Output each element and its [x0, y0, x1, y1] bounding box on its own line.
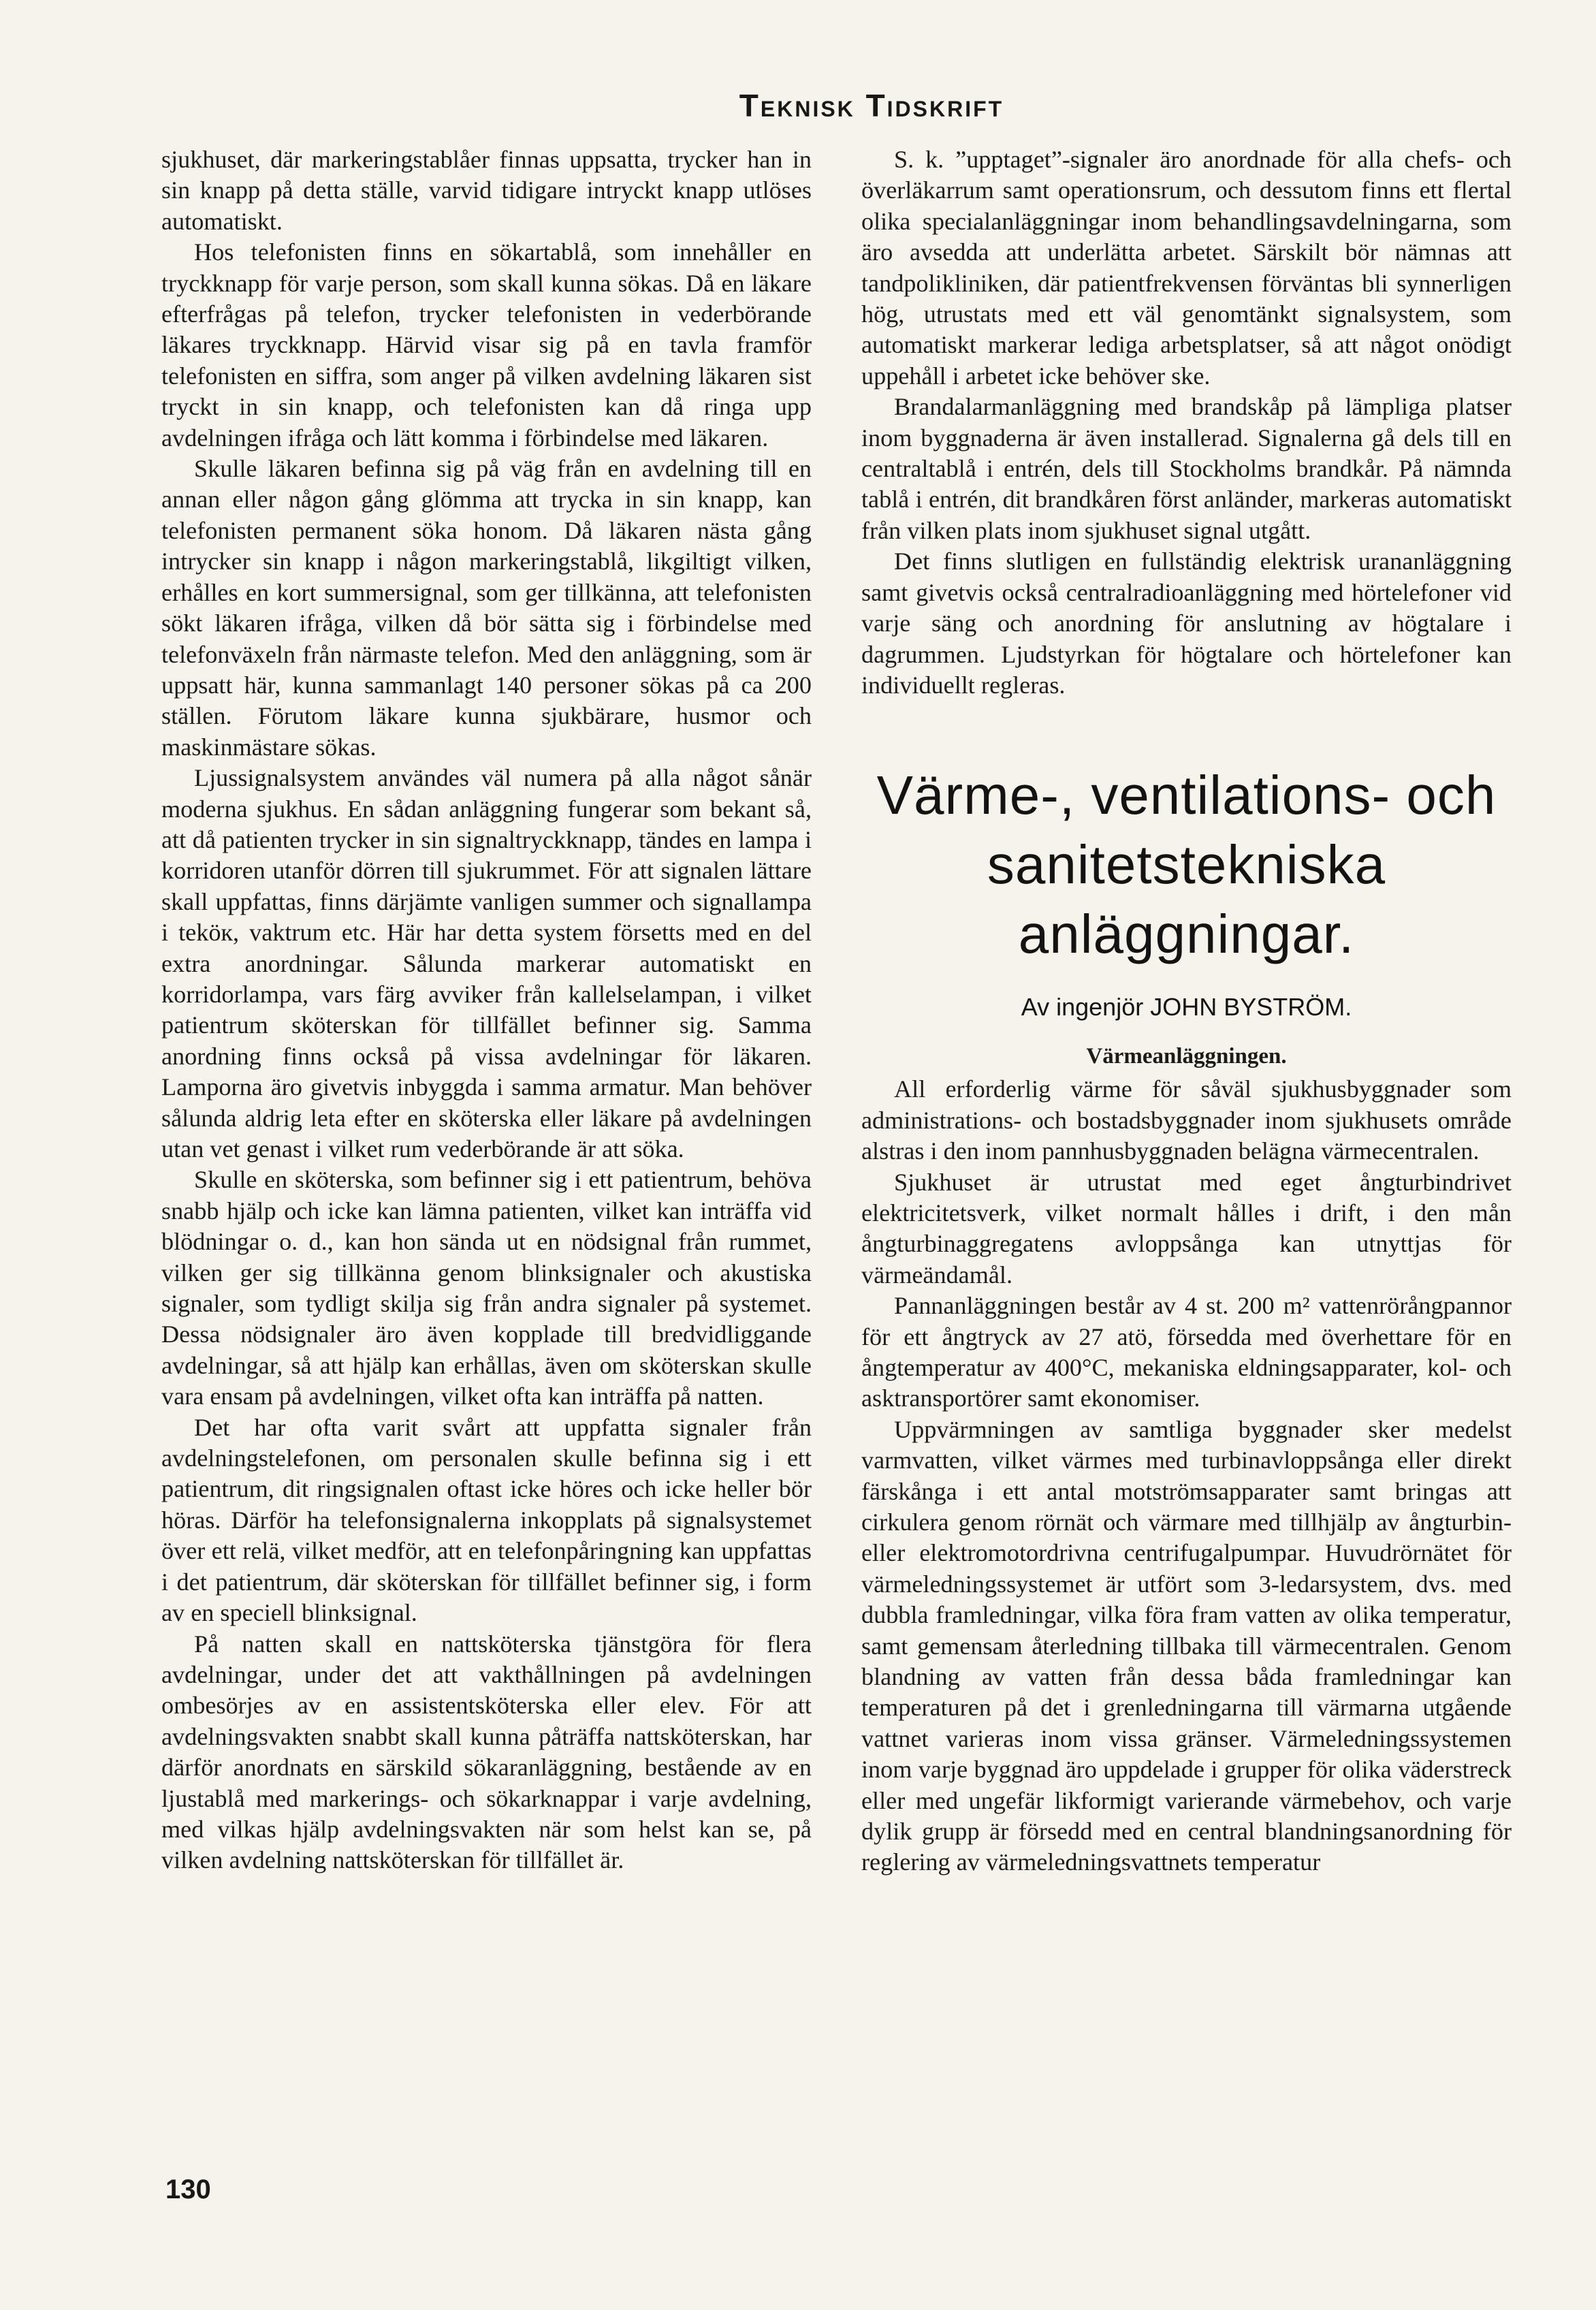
body-paragraph: Det finns slutligen en fullständig elektrisk urananläggning samt givetvis också centralradioanläggning med hörtelefoner vid varje säng och anordning för anslutning av högtalare i dagrummen. Ljudstyrkan för högtalare och hörtelefoner kan individuellt regleras. [861, 548, 1512, 699]
body-paragraph: Pannanläggningen består av 4 st. 200 m² vattenrörångpannor för ett ångtryck av 27 atö, försedda med överhettare för en ångtemperatur av 400°C, mekaniska eldningsapparater, kol- och asktransportörer samt ekonomiser. [861, 1292, 1512, 1412]
section-heading: Värmeanläggningen. [1086, 1044, 1287, 1069]
body-paragraph: Det har ofta varit svårt att uppfatta signaler från avdelningstelefonen, om personalen skulle befinna sig i ett patientrum, dit ringsignalen oftast icke höres och icke heller bör höras. Därför ha telefonsignalerna inkopplats på signalsystemet över ett relä, vilket medför, att en telefonpåringning kan uppfattas i det patientrum, där sköterskan för tillfället befinner sig, i form av en speciell blinksignal. [161, 1413, 812, 1627]
body-paragraph: Skulle en sköterska, som befinner sig i ett patientrum, behöva snabb hjälp och icke kan lämna patienten, vilket kan inträffa vid blödningar o. d., kan hon sända ut en nödsignal från rummet, vilken ger sig tillkänna genom blinksignaler och akustiska signaler, som tydligt skilja sig från andra signaler på systemet. Dessa nödsignaler äro även kopplade till bredvidliggande avdelningar, så att hjälp kan erhållas, även om sköterskan skulle vara ensam på avdelningen, vilket ofta kan inträffa på natten. [161, 1166, 812, 1410]
body-paragraph: Hos telefonisten finns en sökartablå, som innehåller en tryckknapp för varje person, som skall kunna sökas. Då en läkare efterfrågas på telefon, trycker telefonisten in vederbörande läkares tryckknapp. Härvid visar sig på en tavla framför telefonisten en siffra, som anger på vilken avdelning läkaren sist tryckt in sin knapp, och telefonisten kan då ringa upp avdelningen ifråga och lätt komma i förbindelse med läkaren. [161, 238, 812, 452]
body-paragraph: På natten skall en nattsköterska tjänstgöra för flera avdelningar, under det att vakthållningen på avdelningen ombesörjes av en assistentsköterska eller elev. För att avdelningsvakten snabbt skall kunna påträffa nattsköterskan, har därför anordnats en särskild sökaranläggning, bestående av en ljustablå med markerings- och sökarknappar i varje avdelning, med vilkas hjälp avdelningsvakten när som helst kan se, på vilken avdelning nattsköterskan för tillfället är. [161, 1630, 812, 1874]
body-paragraph: Uppvärmningen av samtliga byggnader sker medelst varmvatten, vilket värmes med turbinavloppsånga eller direkt färskånga i ett antal motströmsapparater samt bringas att cirkulera genom rörnät och värmare med tillhjälp av ångturbin- eller elektromotordrivna centrifugalpumpar. Huvudrörnätet för värmeledningssystemet är utfört som 3-ledarsystem, dvs. med dubbla framledningar, vilka föra fram vatten av olika temperatur, samt gemensam återledning tillbaka till värmecentralen. Genom blandning av vatten från dessa båda framledningar kan temperaturen på det i grenledningarna till värmarna utgående vattnet varieras inom vissa gränser. Värmeledningssystemen inom varje byggnad äro uppdelade i grupper för olika väderstreck eller med ungefär likformigt varierande värmebehov, och varje dylik grupp är försedd med en central blandningsanordning för reglering av värmeledningsvattnets temperatur [861, 1415, 1512, 1876]
body-paragraph: Brandalarmanläggning med brandskåp på lämpliga platser inom byggnaderna är även installerad. Signalerna gå dels till en centraltablå i entrén, dels till Stockholms brandkår. På nämnda tablå i entrén, dit brandkåren först anländer, markeras automatiskt från vilken plats inom sjukhuset signal utgått. [861, 393, 1512, 544]
body-paragraph: sjukhuset, där markeringstablåer finnas uppsatta, trycker han in sin knapp på detta ställe, varvid tidigare intryckt knapp utlöses automatiskt. [161, 146, 812, 235]
right-column [861, 144, 1512, 1878]
body-paragraph: S. k. ”upptaget”-signaler äro anordnade för alla chefs- och överläkarrum samt operationsrum, och dessutom finns ett flertal olika specialanläggningar inom behandlingsavdelningarna, som äro avsedda att underlätta arbetet. Särskilt bör nämnas att tandpolikliniken, där patientfrekvensen förväntas bli synnerligen hög, utrustats med ett väl genomtänkt signalsystem, som automatiskt markerar lediga arbetsplatser, så att något onödigt uppehåll i arbetet icke behöver ske. [861, 146, 1512, 390]
left-column [161, 144, 812, 1876]
body-paragraph: Sjukhuset är utrustat med eget ångturbindrivet elektricitetsverk, vilket normalt hålles i drift, i den mån ångturbinaggregatens avloppsånga kan utnyttjas för värmeändamål. [861, 1168, 1512, 1288]
article-byline: Av ingenjör JOHN BYSTRÖM. [1021, 993, 1352, 1022]
running-header-title: Teknisk Tidskrift [739, 88, 1004, 123]
body-paragraph: Ljussignalsystem användes väl numera på alla något sånär moderna sjukhus. En sådan anläggning fungerar som bekant så, att då patienten trycker in sin signaltryckknapp, tändes en lampa i korridoren utanför dörren till sjukrummet. För att signalen lättare skall uppfattas, finns därjämte vanligen summer och signallampa i teköк, vaktrum etc. Här har detta system försetts med en del extra anordningar. Sålunda markerar automatiskt en korridorlampa, vars färg avviker från kallelselampan, i vilket patientrum sköterskan för tillfället befinner sig. Samma anordning finns också på vissa avdelningar för läkaren. Lamporna äro givetvis inbyggda i samma armatur. Man behöver sålunda aldrig leta efter en sköterska eller läkare på avdelningen utan vet genast i vilket rum vederbörande är att söka. [161, 764, 812, 1162]
page-number: 130 [165, 2174, 211, 2204]
body-paragraph: Skulle läkaren befinna sig på väg från en avdelning till en annan eller någon gång glömma att trycka in sin knapp, kan telefonisten permanent söka honom. Då läkaren nästa gång intrycker sin knapp i någon markeringstablå, likgiltigt vilken, erhålles en kort summersignal, som ger tillkänna, att telefonisten sökt läkaren ifråga, vilken då bör sätta sig i förbindelse med telefonväxeln från närmaste telefon. Med den anläggning, som är uppsatt här, kunna sammanlagt 140 personer sökas på ca 200 ställen. Förutom läkare kunna sjukbärare, husmor och maskinmästare sökas. [161, 455, 812, 761]
article-title: Värme-, ventilations- och sanitetstekniska anläggningar. [876, 765, 1497, 965]
body-paragraph: All erforderlig värme för såväl sjukhusbyggnader som administrations- och bostadsbyggnader inom sjukhusets område alstras i den inom pannhusbyggnaden belägna värmecentralen. [861, 1075, 1512, 1165]
